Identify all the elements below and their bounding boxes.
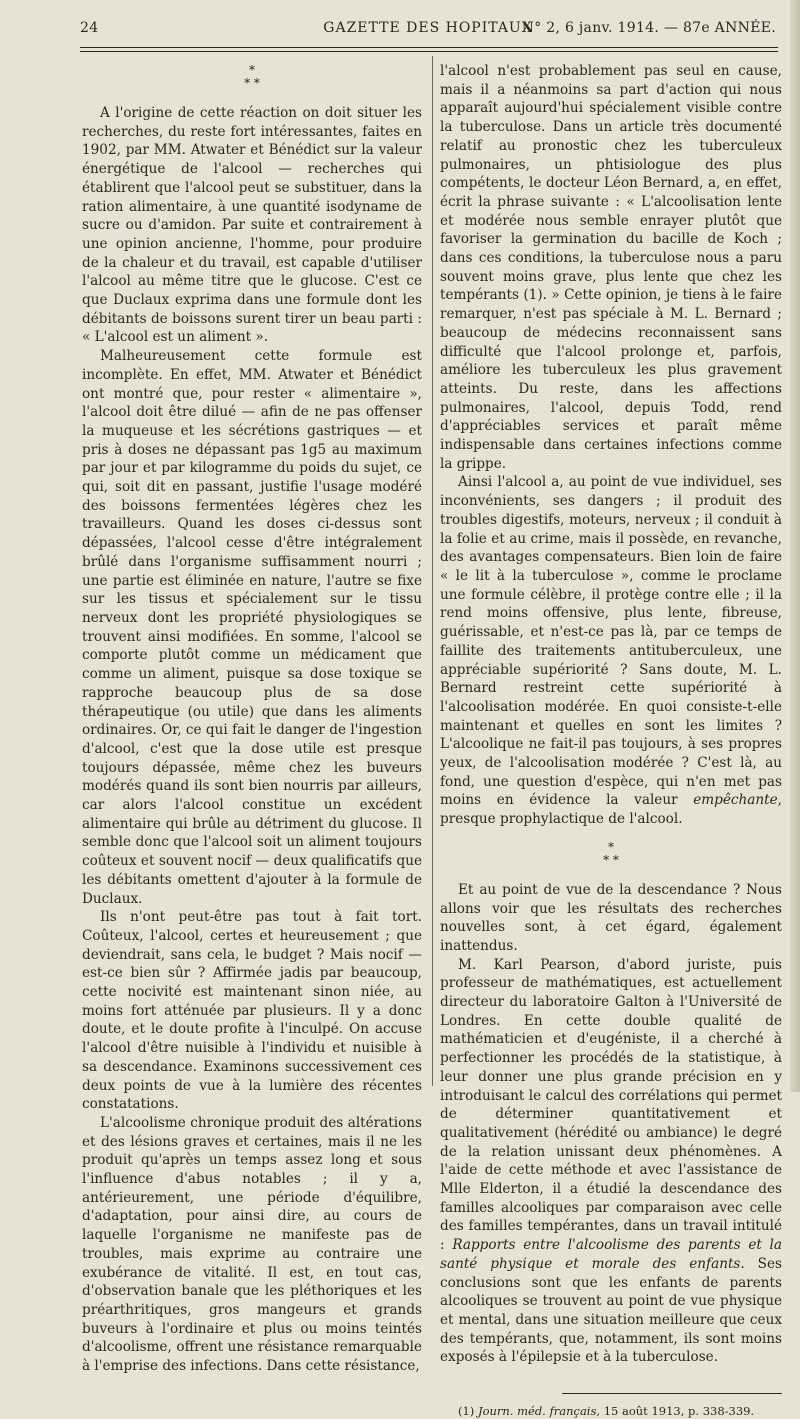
paragraph: Et au point de vue de la descendance ? Nous allons voir que les résultats des recherches nouvelles sont, à cet égard, également inattendus.: [440, 881, 782, 954]
right-column: [440, 62, 782, 1419]
paragraph: Ils n'ont peut-être pas tout à fait tort. Coûteux, l'alcool, certes et heureusement ; que deviendrait, sans cela, le budget ? Mais nocif — est-ce bien sûr ? Affirmée jadis par beaucoup, cette nocivité est maintenant sinon niée, au moins fort atténuée par plusieurs. Il y a donc doute, et le doute profite à l'inculpé. On accuse l'alcool d'être nuisible à l'individu et nuisible à sa descendance. Examinons successivement ces deux points de vue à la lumière des récentes constatations.: [82, 909, 422, 1113]
section-ornament: * * *: [603, 839, 619, 867]
page-edge: [790, 0, 800, 1092]
footnote: [440, 1404, 782, 1419]
emphasized-word: empêchante: [693, 792, 778, 809]
paragraph: L'alcoolisme chronique produit des altérations et des lésions graves et certaines, mais il ne les produit qu'après un temps assez long et sous l'influence d'abus notables ; il y a, antérieurement, une période d'équilibre, d'adaptation, pour ainsi dire, au cours de laquelle l'organisme ne manifeste pas de troubles, mais exprime au contraire une exubérance de vitalité. Il est, en tout cas, d'observation banale que les pléthoriques et les préarthritiques, gros mangeurs et grands buveurs à l'ordinaire et plus ou moins teintés d'alcoolisme, offrent une résistance remarquable à l'emprise des infections. Dans cette résistance,: [82, 1114, 422, 1375]
footnote-source: Journ. méd. français,: [477, 1404, 601, 1419]
header-rule: [80, 47, 778, 48]
paragraph-tail: , presque prophylactique de l'alcool.: [440, 792, 782, 828]
publication-title: GAZETTE DES HOPITAUX: [323, 20, 533, 36]
paragraph: A l'origine de cette réaction on doit situer les recherches, du reste fort intéressantes, faites en 1902, par MM. Atwater et Bénédict sur la valeur énergétique de l'alcool — recherches qui établirent que l'alcool peut se substituer, dans la ration alimentaire, à une quantité isodyname de sucre ou d'amidon. Par suite et contrairement à une opinion ancienne, l'homme, pour produire de la chaleur et du travail, est capable d'utiliser l'alcool au même titre que le glucose. C'est ce que Duclaux exprima dans une formule dont les débitants de boissons surent tirer un beau parti : « L'alcool est un aliment ».: [82, 105, 422, 346]
footnote-detail: 15 août 1913, p. 338-339.: [603, 1404, 755, 1419]
page-number: 24: [80, 20, 99, 36]
paragraph-text: Ainsi l'alcool a, au point de vue individuel, ses inconvénients, ses dangers ; il produit des troubles digestifs, moteurs, nerveux ; il conduit à la folie et au crime, mais il possède, en revanche, des avantages compensateurs. Bien loin de faire « le lit à la tuberculose », comme le proclame une formule célèbre, il protège contre elle ; il la rend moins offensive, plus lente, fibreuse, guérissable, et n'est-ce pas là, par ce temps de faillite des traitements antituberculeux, une appréciable supériorité ? Sans doute, M. L. Bernard restreint cette supériorité à l'alcoolisation modérée. En quoi consiste-t-elle maintenant et quelles en sont les limites ? L'alcoolique ne fait-il pas toujours, à ses propres yeux, de l'alcoolisation modérée ? C'est là, au fond, une question d'espèce, qui n'en met pas moins en évidence la valeur: [440, 474, 782, 809]
paragraph: Malheureusement cette formule est incomplète. En effet, MM. Atwater et Bénédict ont montré que, pour rester « alimentaire », l'alcool doit être dilué — afin de ne pas offenser la muqueuse et les sécrétions gastriques — et pris à doses ne dépassant pas 1g5 au maximum par jour et par kilogramme du poids du sujet, ce qui, soit dit en passant, justifie l'usage modéré des boissons fermentées légères chez les travailleurs. Quand les doses ci-dessus sont dépassées, l'alcool cesse d'être intégralement brûlé dans l'organisme suffisamment nourri ; une partie est éliminée en nature, l'autre se fixe sur les tissus et spécialement sur le tissu nerveux dont les propriété physiologiques se trouvent ainsi modifiées. En somme, l'alcool se comporte plutôt comme un médicament que comme un aliment, puisque sa dose toxique se rapproche beaucoup plus de sa dose thérapeutique (ou utile) que dans les aliments ordinaires. Or, ce qui fait le danger de l'ingestion d'alcool, c'est que la dose utile est presque toujours dépassée, même chez les buveurs modérés quand ils sont bien nourris par ailleurs, car alors l'alcool constitue un excédent alimentaire qui brûle au détriment du glucose. Il semble donc que l'alcool soit un aliment toujours coûteux et souvent nocif — deux qualificatifs que les débitants omettent d'ajouter à la formule de Duclaux.: [82, 348, 422, 907]
footnote-marker: (1): [458, 1404, 475, 1419]
paragraph: [440, 956, 782, 1367]
header-rule-thin: [80, 51, 778, 52]
page-header: [80, 20, 776, 46]
column-separator: [432, 56, 433, 1086]
issue-date: N° 2, 6 janv. 1914. — 87e ANNÉE.: [521, 20, 776, 36]
left-column: [82, 62, 422, 1376]
paragraph-tail: Ses conclusions sont que les enfants de parents alcooliques se trouvent au point de vue physique et mental, dans une situation meilleure que ceux des tempérants, que, notamment, ils sont moins exposés à l'épilepsie et à la tuberculose.: [440, 1255, 782, 1366]
footnote-rule: [562, 1393, 782, 1394]
section-ornament: * * *: [244, 63, 260, 90]
paragraph: l'alcool n'est probablement pas seul en cause, mais il a néanmoins sa part d'action qui nous apparaît aujourd'hui spécialement visible contre la tuberculose. Dans un article très documenté relatif au pronostic chez les tuberculeux pulmonaires, un phtisiologue des plus compétents, le docteur Léon Bernard, a, en effet, écrit la phrase suivante : « L'alcoolisation lente et modérée nous semble enrayer plutôt que favoriser la germination du bacille de Koch ; dans ces conditions, la tuberculose nous a paru souvent moins grave, plus lente que chez les tempérants (1). » Cette opinion, je tiens à le faire remarquer, n'est pas spéciale à M. L. Bernard ; beaucoup de médecins reconnaissent sans difficulté que l'alcool prolonge et, parfois, améliore les tuberculeux les plus gravement atteints. Du reste, dans les affections pulmonaires, l'alcool, depuis Todd, rend d'appréciables services et paraît même indispensable dans certaines infections comme la grippe.: [440, 63, 782, 472]
work-title: Rapports entre l'alcoolisme des parents et la santé physique et morale des enfants.: [440, 1237, 782, 1272]
paragraph-text: M. Karl Pearson, d'abord juriste, puis professeur de mathématiques, est actuellement directeur du laboratoire Galton à l'Université de Londres. En cette double qualité de mathématicien et d'eugéniste, il a cherché à perfectionner les procédés de la statistique, à leur donner une plus grande précision en y introduisant le calcul des corrélations qui permet de déterminer quantitativement et qualitativement (hérédité ou ambiance) le degré de la relation unissant deux phénomènes. A l'aide de cette méthode et avec l'assistance de Mlle Elderton, il a étudié la descendance des familles alcooliques par comparaison avec celle des familles tempérantes, dans un travail intitulé :: [440, 956, 782, 1254]
paragraph: [440, 473, 782, 828]
